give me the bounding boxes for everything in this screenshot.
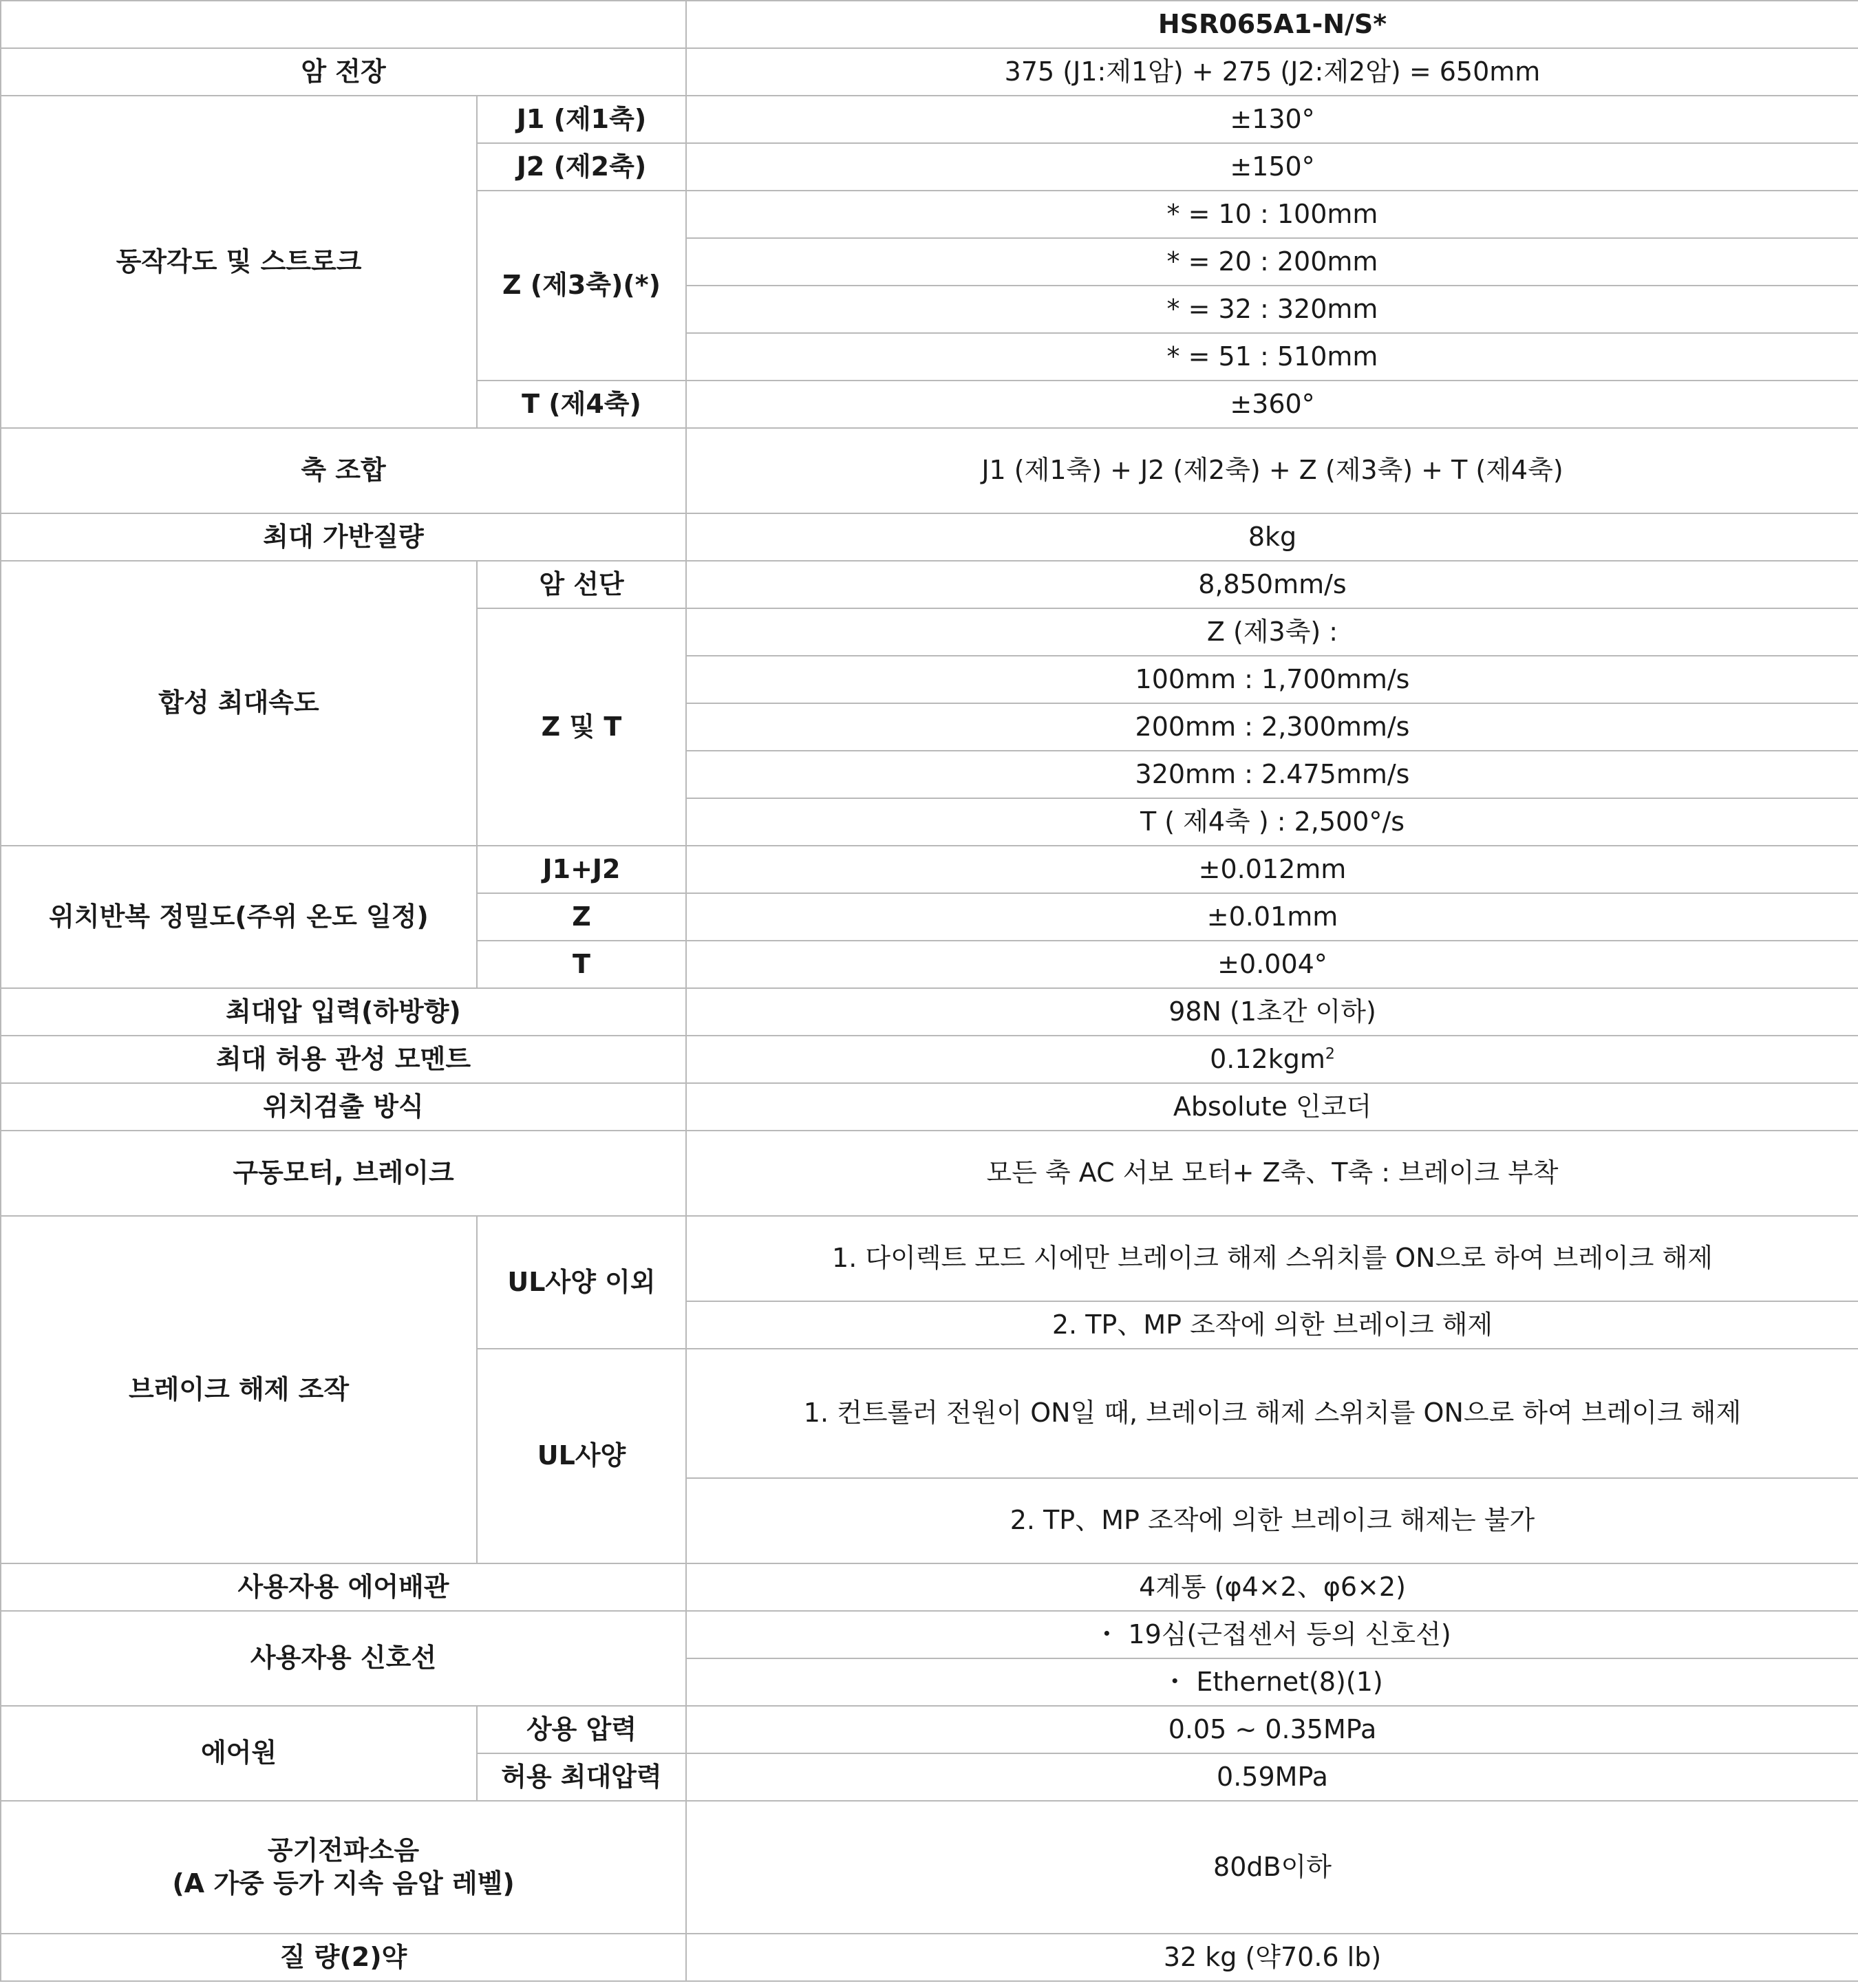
table-row: [1, 561, 1858, 608]
air-source-label: 에어원: [1, 1706, 477, 1801]
repeatability-j1j2-label: J1+J2: [477, 846, 686, 893]
range-z-value: * = 51 : 510mm: [686, 333, 1858, 381]
noise-value: 80dB이하: [686, 1801, 1858, 1934]
zt-value: T ( 제4축 ) : 2,500°/s: [686, 798, 1858, 846]
table-row: [1, 1563, 1858, 1611]
zt-label: Z 및 T: [477, 608, 686, 846]
non-ul-value: 2. TP、MP 조작에 의한 브레이크 해제: [686, 1301, 1858, 1349]
table-row: [1, 1934, 1858, 1981]
air-max-value: 0.59MPa: [686, 1753, 1858, 1801]
table-row: [1, 846, 1858, 893]
ul-value: 1. 컨트롤러 전원이 ON일 때, 브레이크 해제 스위치를 ON으로 하여 브레이크 해제: [686, 1349, 1858, 1478]
air-normal-value: 0.05 ~ 0.35MPa: [686, 1706, 1858, 1753]
table-row: [1, 48, 1858, 96]
repeatability-j1j2-value: ±0.012mm: [686, 846, 1858, 893]
air-max-label: 허용 최대압력: [477, 1753, 686, 1801]
noise-label-line1: 공기전파소음: [267, 1835, 420, 1866]
max-push-label: 최대압 입력(하방향): [1, 988, 686, 1036]
user-air-label: 사용자용 에어배관: [1, 1563, 686, 1611]
table-row: [1, 513, 1858, 561]
repeatability-label: 위치반복 정밀도(주위 온도 일정): [1, 846, 477, 988]
table-row: [1, 988, 1858, 1036]
noise-label: [1, 1801, 686, 1934]
weight-label: 질 량(2)약: [1, 1934, 686, 1981]
range-z-value: * = 20 : 200mm: [686, 238, 1858, 286]
repeatability-t-label: T: [477, 941, 686, 988]
user-signal-value: ・ Ethernet(8)(1): [686, 1658, 1858, 1706]
range-j2-value: ±150°: [686, 143, 1858, 191]
range-t-value: ±360°: [686, 381, 1858, 428]
range-z-value: * = 10 : 100mm: [686, 191, 1858, 238]
max-payload-value: 8kg: [686, 513, 1858, 561]
repeatability-z-label: Z: [477, 893, 686, 941]
zt-value: 100mm : 1,700mm/s: [686, 656, 1858, 703]
arm-length-label: 암 전장: [1, 48, 686, 96]
table-row: [1, 1706, 1858, 1753]
range-z-value: * = 32 : 320mm: [686, 286, 1858, 333]
table-row: [1, 1216, 1858, 1301]
max-speed-label: 합성 최대속도: [1, 561, 477, 846]
repeatability-t-value: ±0.004°: [686, 941, 1858, 988]
zt-value: 320mm : 2.475mm/s: [686, 751, 1858, 798]
table-row: [1, 1801, 1858, 1934]
table-row: [1, 96, 1858, 143]
air-normal-label: 상용 압력: [477, 1706, 686, 1753]
user-signal-label: 사용자용 신호선: [1, 1611, 686, 1706]
arm-tip-value: 8,850mm/s: [686, 561, 1858, 608]
table-row: [1, 1611, 1858, 1658]
range-z-label: Z (제3축)(*): [477, 191, 686, 381]
user-signal-value: ・ 19심(근접센서 등의 신호선): [686, 1611, 1858, 1658]
table-row: [1, 1036, 1858, 1083]
table-row: [1, 1083, 1858, 1131]
weight-value: 32 kg (약70.6 lb): [686, 1934, 1858, 1981]
model-header: HSR065A1-N/S*: [686, 1, 1858, 48]
user-air-value: 4계통 (φ4×2、φ6×2): [686, 1563, 1858, 1611]
brake-release-label: 브레이크 해제 조작: [1, 1216, 477, 1563]
ul-value: 2. TP、MP 조작에 의한 브레이크 해제는 불가: [686, 1478, 1858, 1563]
ul-label: UL사양: [477, 1349, 686, 1563]
axis-combination-value: J1 (제1축) + J2 (제2축) + Z (제3축) + T (제4축): [686, 428, 1858, 513]
inertia-value-cell: [686, 1036, 1858, 1083]
table-row: [1, 1131, 1858, 1216]
position-detection-value: Absolute 인코더: [686, 1083, 1858, 1131]
motor-label: 구동모터, 브레이크: [1, 1131, 686, 1216]
table-row: [1, 428, 1858, 513]
non-ul-label: UL사양 이외: [477, 1216, 686, 1349]
arm-length-value: 375 (J1:제1암) + 275 (J2:제2암) = 650mm: [686, 48, 1858, 96]
zt-value: 200mm : 2,300mm/s: [686, 703, 1858, 751]
table-row: [1, 1, 1858, 48]
inertia-exponent: 2: [1325, 1045, 1335, 1063]
max-push-value: 98N (1초간 이하): [686, 988, 1858, 1036]
inertia-label: 최대 허용 관성 모멘트: [1, 1036, 686, 1083]
inertia-value: 0.12kgm: [1210, 1043, 1325, 1074]
range-j1-value: ±130°: [686, 96, 1858, 143]
range-label: 동작각도 및 스트로크: [1, 96, 477, 428]
motor-value: 모든 축 AC 서보 모터+ Z축、T축 : 브레이크 부착: [686, 1131, 1858, 1216]
header-empty-cell: [1, 1, 686, 48]
noise-label-line2: (A 가중 등가 지속 음압 레벨): [172, 1868, 515, 1899]
zt-value: Z (제3축) :: [686, 608, 1858, 656]
range-j1-label: J1 (제1축): [477, 96, 686, 143]
arm-tip-label: 암 선단: [477, 561, 686, 608]
position-detection-label: 위치검출 방식: [1, 1083, 686, 1131]
non-ul-value: 1. 다이렉트 모드 시에만 브레이크 해제 스위치를 ON으로 하여 브레이크 해제: [686, 1216, 1858, 1301]
range-j2-label: J2 (제2축): [477, 143, 686, 191]
max-payload-label: 최대 가반질량: [1, 513, 686, 561]
axis-combination-label: 축 조합: [1, 428, 686, 513]
range-t-label: T (제4축): [477, 381, 686, 428]
repeatability-z-value: ±0.01mm: [686, 893, 1858, 941]
